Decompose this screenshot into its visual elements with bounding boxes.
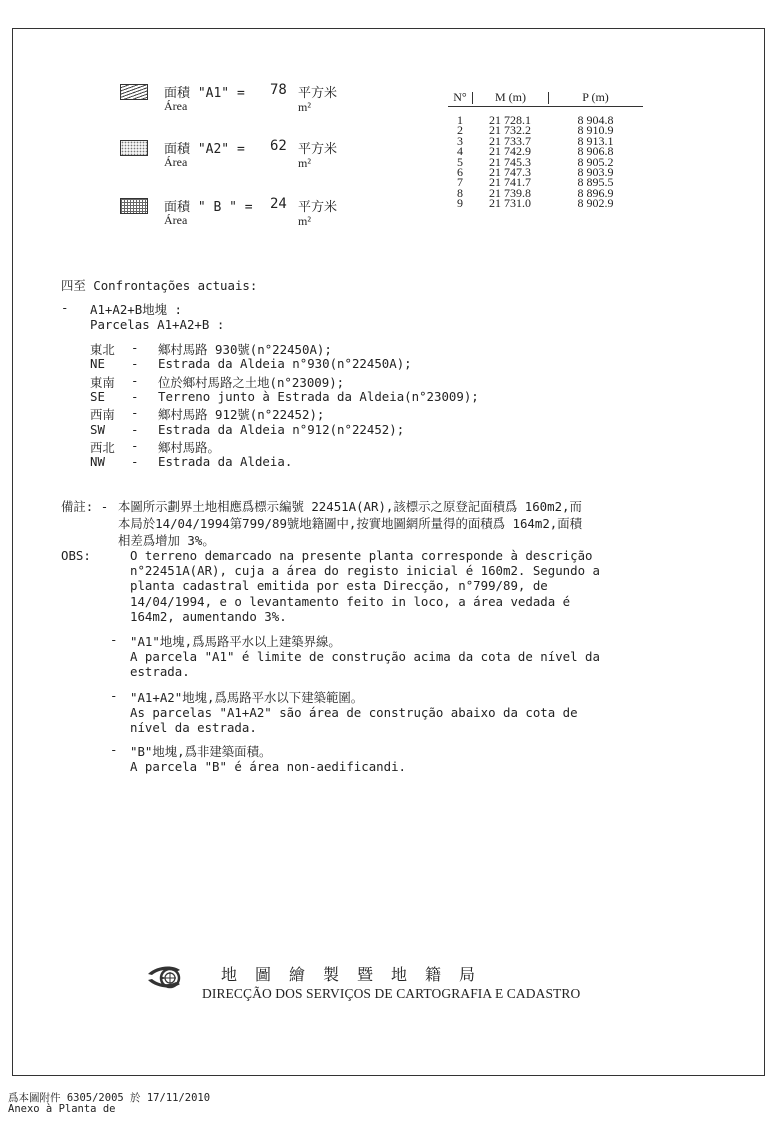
cell-m: 21 745.3 (489, 154, 531, 169)
bullet-dash: - (110, 688, 118, 703)
legend-unit-pt: m² (298, 100, 311, 114)
legend-area-value: 24 (270, 196, 287, 212)
note-pt-line: 164m2, aumentando 3%. (130, 608, 287, 624)
note-pt-line: n°22451A(AR), cuja a área do registo inicial é 160m2. Segundo a (130, 563, 600, 579)
bullet-zh: "A1"地塊,爲馬路平水以上建築界線。 (130, 634, 341, 649)
coordinate-rows (448, 115, 643, 209)
dash-marker: - (131, 405, 139, 421)
cell-m: 21 731.0 (489, 196, 531, 211)
cell-n: 2 (457, 123, 463, 138)
legend-unit-pt: m² (298, 156, 311, 170)
boundary-text: 鄉村馬路 930號(n°22450A); (158, 342, 332, 357)
bullet-dash: - (110, 742, 118, 757)
direction-label: 西南 (90, 407, 115, 423)
notes-label-pt: OBS: (61, 548, 91, 563)
table-row (448, 133, 643, 148)
col-header-m: M (m) (495, 90, 526, 104)
cell-m: 21 742.9 (489, 144, 531, 159)
coordinate-table (448, 91, 643, 209)
cell-n: 6 (457, 164, 463, 179)
legend-label-zh: 面積 "A2" = (164, 142, 245, 157)
cell-m: 21 728.1 (489, 113, 531, 127)
dash-marker: - (131, 372, 139, 388)
cell-p: 8 905.2 (577, 154, 614, 169)
direction-label: 東南 (90, 374, 115, 390)
note-zh-line: 相差爲增加 3%。 (118, 533, 215, 548)
legend-area-value: 78 (270, 82, 287, 98)
agency-name-pt: DIRECÇÃO DOS SERVIÇOS DE CARTOGRAFIA E CADASTRO (202, 986, 581, 1001)
cell-p: 8 896.9 (577, 185, 614, 200)
bullet-pt-line: As parcelas "A1+A2" são área de construção abaixo da cota de (130, 705, 578, 720)
legend-unit-zh: 平方米 (298, 200, 338, 215)
cell-n: 9 (457, 196, 463, 211)
legend-label-pt: Área (164, 213, 188, 227)
bullet-pt-line: A parcela "A1" é limite de construção acima da cota de nível da (130, 649, 600, 664)
cell-m: 21 747.3 (489, 164, 531, 179)
legend-unit-zh: 平方米 (298, 86, 338, 101)
direction-label: 西北 (90, 439, 115, 455)
area-grid-swatch-icon (120, 198, 148, 214)
legend-area-value: 62 (270, 138, 287, 154)
legend-label-pt: Área (164, 155, 188, 169)
cell-n: 7 (457, 175, 463, 190)
note-pt-line: planta cadastral emitida por esta Direcção, n°799/89, de (130, 578, 548, 594)
boundary-text: 鄉村馬路。 (158, 439, 220, 455)
cell-p: 8 895.5 (577, 175, 614, 190)
cell-m: 21 741.7 (489, 175, 531, 190)
table-row (448, 144, 643, 159)
parcel-label-zh: A1+A2+B地塊 : (90, 302, 182, 317)
cell-m: 21 732.2 (489, 123, 531, 138)
bullet-dash: - (110, 632, 118, 647)
cell-p: 8 903.9 (577, 164, 614, 179)
col-header-n: N° (453, 90, 467, 104)
boundary-text: 位於鄉村馬路之土地(n°23009); (158, 374, 345, 390)
footer-annex-zh: 爲本圖附件 6305/2005 於 17/11/2010 (8, 1092, 211, 1104)
table-row (448, 164, 643, 179)
note-pt-line: 14/04/1994, e o levantamento feito in loco, a área vedada é (130, 593, 571, 609)
dash-marker: - (131, 421, 139, 437)
dash-marker: - (131, 437, 139, 453)
note-pt-line: O terreno demarcado na presente planta corresponde à descrição (130, 548, 593, 563)
cell-p: 8 904.8 (577, 113, 614, 127)
table-row (448, 115, 643, 125)
boundary-text: 鄉村馬路 912號(n°22452); (158, 407, 325, 423)
dash-marker: - (131, 454, 139, 470)
boundary-text: Terreno junto à Estrada da Aldeia(n°23009); (158, 388, 479, 404)
cell-n: 5 (457, 154, 463, 169)
bullet-zh: "A1+A2"地塊,爲馬路平水以下建築範圍。 (130, 690, 364, 705)
dash-marker: - (131, 388, 139, 404)
table-row (448, 185, 643, 200)
agency-name-zh: 地 圖 繪 製 暨 地 籍 局 (221, 965, 477, 984)
cell-n: 1 (457, 113, 463, 127)
area-hatched-swatch-icon (120, 84, 148, 100)
dscc-logo-icon (146, 962, 188, 996)
boundary-text: Estrada da Aldeia n°930(n°22450A); (158, 356, 412, 372)
legend-label-pt: Área (164, 99, 188, 113)
direction-label: 東北 (90, 342, 115, 357)
table-row (448, 123, 643, 138)
legend-label-zh: 面積 " B " = (164, 200, 253, 215)
dash-marker: - (131, 356, 139, 372)
bullet-pt-line: A parcela "B" é área non-aedificandi. (130, 759, 407, 774)
confrontacoes-title: 四至 Confrontações actuais: (61, 278, 258, 293)
direction-label: NE (90, 356, 105, 372)
cell-n: 3 (457, 133, 463, 148)
bullet-zh: "B"地塊,爲非建築面積。 (130, 744, 272, 759)
boundary-text: Estrada da Aldeia. (158, 454, 293, 470)
note-zh-line: 本局於14/04/1994第799/89號地籍圖中,按實地圖網所量得的面積爲 164m2,面積 (118, 516, 583, 531)
cell-n: 4 (457, 144, 463, 159)
col-header-p: P (m) (582, 90, 609, 104)
legend-label-zh: 面積 "A1" = (164, 86, 245, 101)
dash-marker: - (61, 300, 69, 315)
table-row (448, 196, 643, 211)
cell-p: 8 906.8 (577, 144, 614, 159)
boundary-text: Estrada da Aldeia n°912(n°22452); (158, 421, 405, 437)
notes-label-zh: 備註: - (61, 499, 109, 514)
area-dotted-swatch-icon (120, 140, 148, 156)
direction-label: SE (90, 388, 105, 404)
table-row (448, 175, 643, 190)
footer-annex-pt: Anexo à Planta de (8, 1103, 116, 1115)
cell-m: 21 733.7 (489, 133, 531, 148)
bullet-pt-line: estrada. (130, 664, 190, 679)
note-zh-line: 本圖所示劃界土地相應爲標示編號 22451A(AR),該標示之原登記面積爲 160m2,而 (118, 499, 582, 514)
cell-p: 8 902.9 (577, 196, 614, 211)
direction-label: SW (90, 421, 105, 437)
direction-label: NW (90, 454, 105, 470)
parcel-label-pt: Parcelas A1+A2+B : (90, 317, 225, 332)
cell-n: 8 (457, 185, 463, 200)
bullet-pt-line: nível da estrada. (130, 720, 257, 735)
legend-unit-pt: m² (298, 214, 311, 228)
cell-m: 21 739.8 (489, 185, 531, 200)
dash-marker: - (131, 340, 139, 355)
coordinate-table-header (448, 91, 643, 107)
cell-p: 8 913.1 (577, 133, 614, 148)
table-row (448, 154, 643, 169)
legend-unit-zh: 平方米 (298, 142, 338, 157)
cell-p: 8 910.9 (577, 123, 614, 138)
